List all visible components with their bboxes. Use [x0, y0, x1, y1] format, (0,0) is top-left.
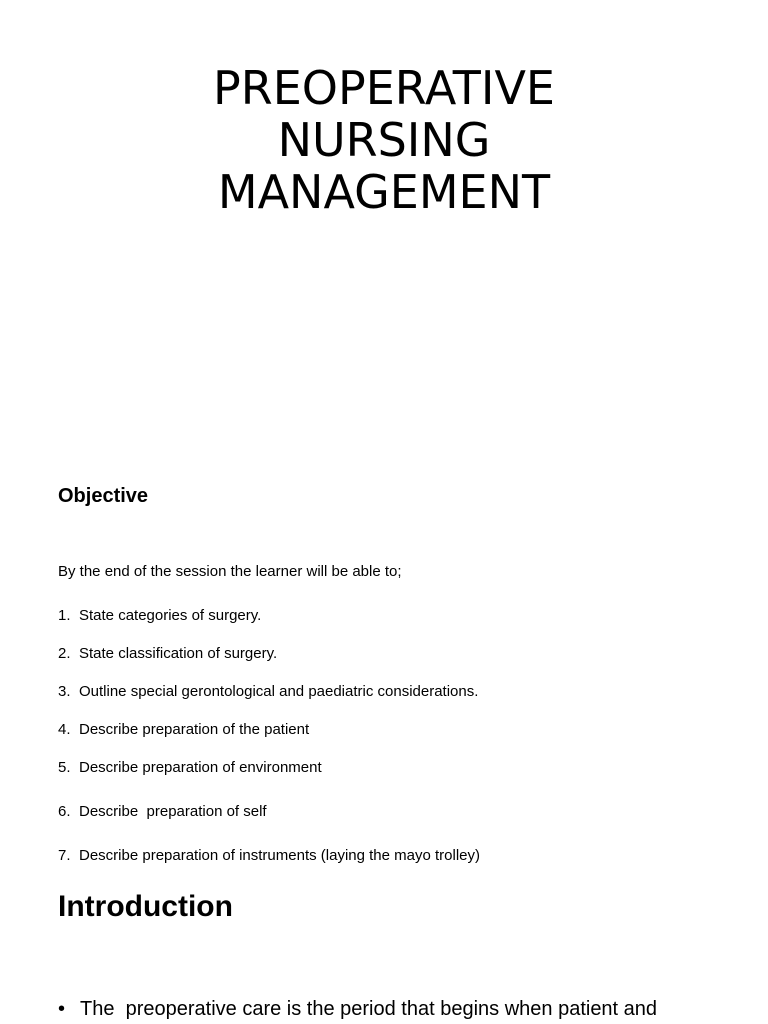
list-item-text: Outline special gerontological and paediatric considerations. — [79, 683, 479, 700]
list-item-number: 5. — [58, 759, 71, 776]
list-item-text: State classification of surgery. — [79, 645, 278, 662]
list-item-text: Describe preparation of environment — [79, 759, 322, 776]
list-item-text: Describe preparation of instruments (laying the mayo trolley) — [79, 847, 481, 864]
list-item-number: 4. — [58, 721, 71, 738]
list-item — [58, 683, 478, 700]
list-item-number: 3. — [58, 683, 71, 700]
introduction-bullet — [58, 998, 657, 1021]
bullet-icon: • — [58, 998, 66, 1020]
list-item-number: 6. — [58, 803, 71, 820]
document-title — [0, 62, 768, 218]
list-item — [58, 759, 322, 776]
title-line-1: PREOPERATIVE — [213, 61, 555, 115]
list-item-text: State categories of surgery. — [79, 607, 262, 624]
introduction-heading: Introduction — [58, 890, 233, 923]
list-item-number: 1. — [58, 607, 71, 624]
title-line-2: NURSING — [277, 113, 491, 167]
objective-intro: By the end of the session the learner will be able to; — [58, 563, 402, 580]
list-item — [58, 847, 480, 864]
title-line-3: MANAGEMENT — [217, 165, 551, 219]
list-item — [58, 803, 267, 820]
bullet-text: The preoperative care is the period that begins when patient and — [80, 998, 658, 1020]
list-item — [58, 721, 309, 738]
list-item-number: 2. — [58, 645, 71, 662]
list-item-text: Describe preparation of self — [79, 803, 267, 820]
list-item-text: Describe preparation of the patient — [79, 721, 310, 738]
list-item-number: 7. — [58, 847, 71, 864]
list-item — [58, 607, 261, 624]
list-item — [58, 645, 277, 662]
objective-heading: Objective — [58, 485, 149, 507]
